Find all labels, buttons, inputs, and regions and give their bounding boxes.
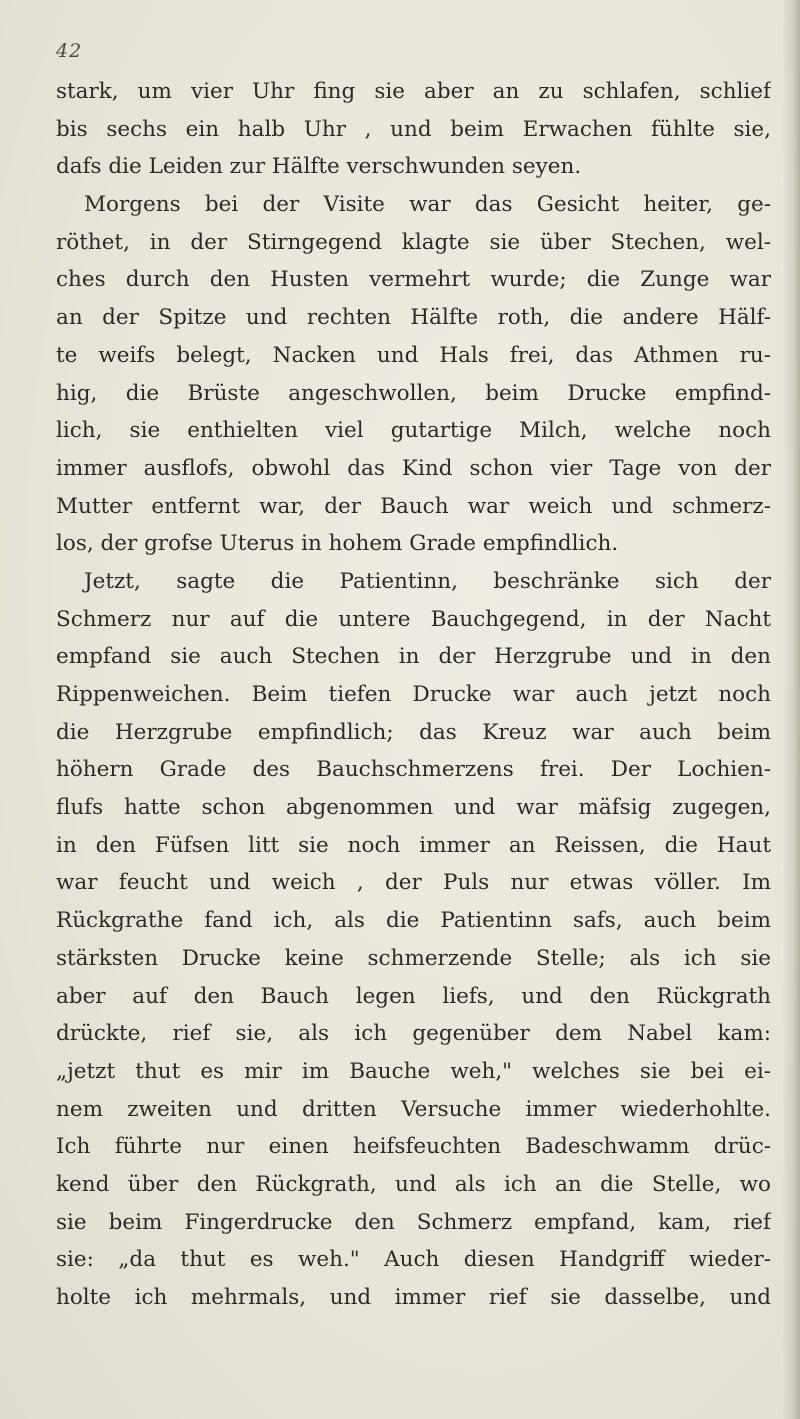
text-line: Ich führte nur einen heifsfeuchten Badeschwamm drüc- bbox=[56, 1134, 771, 1160]
text-line: an der Spitze und rechten Hälfte roth, die andere Hälf- bbox=[56, 305, 771, 331]
text-line: bis sechs ein halb Uhr , und beim Erwachen fühlte sie, bbox=[56, 116, 771, 142]
text-line: hig, die Brüste angeschwollen, beim Drucke empfind- bbox=[56, 380, 771, 406]
text-line: drückte, rief sie, als ich gegenüber dem Nabel kam: bbox=[56, 1021, 771, 1047]
text-line: Mutter entfernt war, der Bauch war weich und schmerz- bbox=[56, 493, 771, 519]
text-line: kend über den Rückgrath, und als ich an die Stelle, wo bbox=[56, 1171, 771, 1197]
text-line: Morgens bei der Visite war das Gesicht heiter, ge- bbox=[84, 192, 771, 218]
text-line: stark, um vier Uhr fing sie aber an zu schlafen, schlief bbox=[56, 79, 771, 104]
text-line: stärksten Drucke keine schmerzende Stelle; als ich sie bbox=[56, 945, 771, 971]
text-line: in den Füfsen litt sie noch immer an Reissen, die Haut bbox=[56, 832, 771, 858]
text-line: höhern Grade des Bauchschmerzens frei. Der Lochien- bbox=[56, 757, 771, 783]
text-line: „jetzt thut es mir im Bauche weh," welches sie bei ei- bbox=[56, 1058, 771, 1084]
text-line: immer ausflofs, obwohl das Kind schon vier Tage von der bbox=[56, 455, 771, 481]
page-edge-shadow bbox=[782, 0, 800, 1419]
text-line: röthet, in der Stirngegend klagte sie über Stechen, wel- bbox=[56, 229, 771, 255]
text-line: lich, sie enthielten viel gutartige Milch, welche noch bbox=[56, 418, 771, 444]
text-line: Rückgrathe fand ich, als die Patientinn safs, auch beim bbox=[56, 908, 771, 934]
body-text bbox=[56, 73, 771, 1317]
text-line: Rippenweichen. Beim tiefen Drucke war auch jetzt noch bbox=[56, 682, 771, 707]
text-line: holte ich mehrmals, und immer rief sie dasselbe, und bbox=[56, 1285, 771, 1310]
text-line: empfand sie auch Stechen in der Herzgrube und in den bbox=[56, 644, 771, 670]
text-line: sie: „da thut es weh." Auch diesen Handgriff wieder- bbox=[56, 1247, 771, 1273]
text-line: Jetzt, sagte die Patientinn, beschränke sich der bbox=[84, 568, 771, 594]
text-line: te weifs belegt, Nacken und Hals frei, das Athmen ru- bbox=[56, 342, 771, 368]
text-line: los, der grofse Uterus in hohem Grade empfindlich. bbox=[56, 531, 619, 557]
text-line: war feucht und weich , der Puls nur etwas völler. Im bbox=[56, 870, 771, 896]
text-line: dafs die Leiden zur Hälfte verschwunden seyen. bbox=[56, 154, 582, 180]
text-line: flufs hatte schon abgenommen und war mäfsig zugegen, bbox=[56, 795, 771, 821]
text-line: Schmerz nur auf die untere Bauchgegend, in der Nacht bbox=[56, 606, 771, 632]
text-line: ches durch den Husten vermehrt wurde; die Zunge war bbox=[56, 267, 771, 293]
text-line: die Herzgrube empfindlich; das Kreuz war auch beim bbox=[56, 719, 771, 745]
text-line: sie beim Fingerdrucke den Schmerz empfand, kam, rief bbox=[56, 1209, 771, 1235]
page-number: 42 bbox=[56, 40, 83, 62]
text-line: nem zweiten und dritten Versuche immer wiederhohlte. bbox=[56, 1096, 771, 1122]
text-line: aber auf den Bauch legen liefs, und den Rückgrath bbox=[56, 983, 771, 1009]
